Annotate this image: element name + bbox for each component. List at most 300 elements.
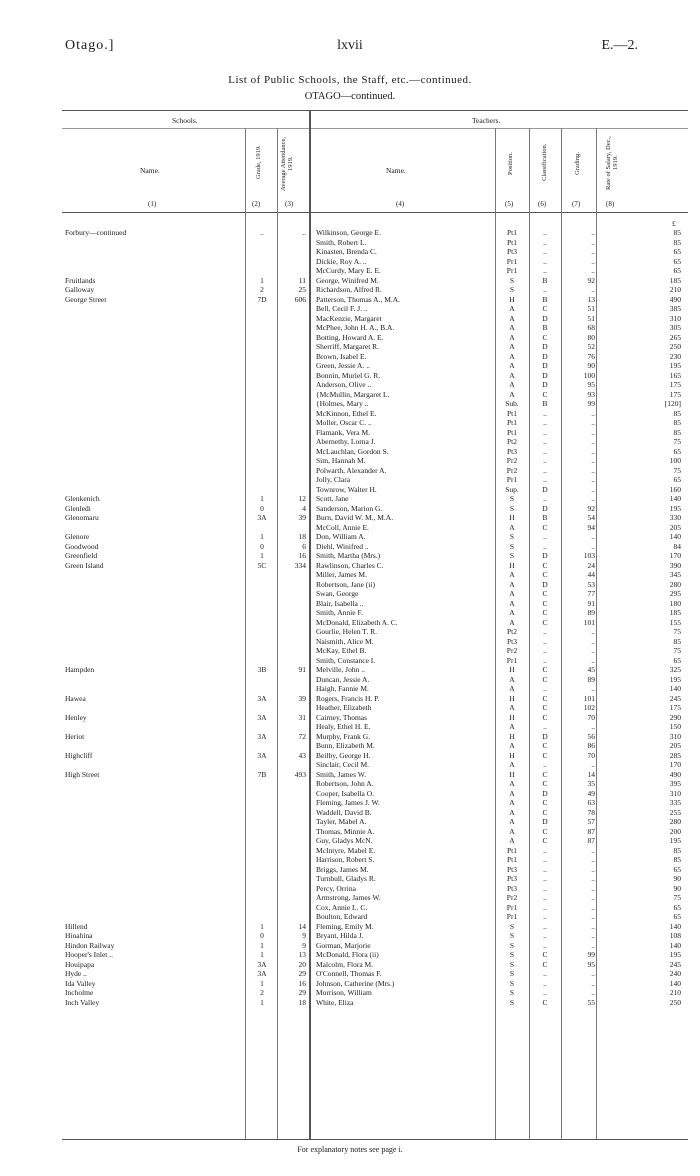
- grade-cell: 1: [260, 921, 264, 931]
- position-cell: A: [509, 570, 515, 579]
- salary-cell: 185: [669, 275, 681, 285]
- attendance-cell: 12: [298, 494, 306, 503]
- salary-cell: 305: [669, 323, 681, 332]
- table-row: [0, 542, 700, 552]
- salary-cell: 195: [669, 674, 681, 684]
- table-row: [0, 390, 700, 400]
- teacher-name-cell: Botting, Howard A. E.: [316, 332, 384, 342]
- position-cell: Pr2: [506, 465, 518, 475]
- table-row: [0, 266, 700, 276]
- position-cell: A: [509, 826, 515, 836]
- table-row: [0, 456, 700, 466]
- salary-cell: 75: [673, 893, 681, 902]
- teacher-name-cell: White, Eliza: [316, 997, 354, 1007]
- table-row: [0, 361, 700, 371]
- school-name-cell: Glenore: [65, 532, 90, 541]
- position-cell: Pt1: [506, 845, 517, 855]
- salary-header: Rate of Salary, Dec., 1919.: [605, 136, 619, 190]
- salary-cell: 155: [669, 617, 681, 627]
- position-cell: A: [509, 361, 515, 370]
- attendance-cell: 334: [294, 560, 306, 570]
- grading-cell: ..: [591, 940, 595, 950]
- position-cell: S: [509, 988, 515, 997]
- grading-cell: 103: [583, 551, 595, 560]
- grading-header: Grading.: [574, 152, 581, 176]
- grade-cell: 3A: [257, 750, 267, 760]
- grading-cell: 35: [587, 779, 595, 788]
- table-row: [0, 732, 700, 742]
- salary-cell: 75: [673, 646, 681, 655]
- salary-cell: 210: [669, 285, 681, 294]
- attendance-cell: 14: [298, 921, 306, 931]
- school-name-cell: Highcliff: [65, 750, 93, 760]
- grade-cell: 0: [260, 931, 264, 940]
- grade-cell: 3A: [257, 969, 267, 978]
- grading-cell: 57: [587, 817, 595, 826]
- classification-cell: ..: [543, 456, 547, 465]
- classification-cell: C: [542, 750, 548, 760]
- teacher-name-cell: Malcolm, Flora M.: [316, 959, 374, 969]
- table-row: [0, 570, 700, 580]
- grading-cell: 76: [587, 351, 595, 361]
- grading-cell: ..: [591, 541, 595, 551]
- classification-cell: C: [542, 560, 548, 570]
- position-header: Position.: [507, 152, 514, 176]
- grading-cell: 51: [587, 313, 595, 323]
- grade-header: Grade, 1919.: [255, 145, 262, 179]
- table-row: [0, 884, 700, 894]
- classification-cell: C: [542, 598, 548, 608]
- position-cell: S: [509, 978, 515, 988]
- grading-cell: 93: [587, 389, 595, 399]
- position-cell: A: [509, 522, 515, 532]
- classification-cell: C: [542, 589, 548, 598]
- classification-cell: ..: [543, 893, 547, 902]
- classification-cell: ..: [543, 722, 547, 731]
- grading-cell: 54: [587, 513, 595, 522]
- attendance-cell: 4: [302, 503, 306, 513]
- salary-cell: 65: [673, 864, 681, 874]
- attendance-cell: 11: [298, 275, 306, 285]
- teacher-name-cell: McPhee, John H. A., B.A.: [316, 323, 395, 332]
- position-cell: H: [509, 712, 515, 722]
- classification-cell: ..: [543, 437, 547, 446]
- teacher-name-cell: Harrison, Robert S.: [316, 855, 375, 864]
- grade-cell: ..: [260, 228, 264, 237]
- position-cell: A: [509, 389, 515, 399]
- teacher-name-cell: Townrow, Walter H.: [316, 484, 377, 494]
- position-cell: Pt1: [506, 418, 517, 427]
- teacher-name-cell: Richardson, Alfred R.: [316, 285, 382, 294]
- grading-cell: 95: [587, 380, 595, 389]
- table-row: [0, 751, 700, 761]
- salary-cell: 285: [669, 750, 681, 760]
- position-cell: Pr2: [506, 456, 518, 465]
- school-name-cell: Houipapa: [65, 959, 95, 969]
- position-cell: S: [509, 997, 515, 1007]
- group-header-rule: [62, 128, 688, 129]
- grading-cell: 91: [587, 598, 595, 608]
- teacher-name-cell: MacKenzie, Margaret: [316, 313, 382, 323]
- grading-cell: 68: [587, 323, 595, 332]
- classification-cell: C: [542, 712, 548, 722]
- position-cell: H: [509, 693, 515, 703]
- classification-cell: C: [542, 769, 548, 779]
- grade-cell: 0: [260, 541, 264, 551]
- grading-cell: ..: [591, 722, 595, 731]
- position-cell: A: [509, 703, 515, 712]
- table-bottom-rule: [62, 1139, 688, 1140]
- table-row: [0, 608, 700, 618]
- teacher-name-cell: Bryant, Hilda J.: [316, 931, 364, 940]
- salary-cell: 85: [673, 418, 681, 427]
- salary-cell: 335: [669, 798, 681, 807]
- salary-cell: 195: [669, 950, 681, 959]
- salary-cell: 85: [673, 845, 681, 855]
- position-cell: A: [509, 798, 515, 807]
- page-subtitle: OTAGO—continued.: [304, 91, 396, 102]
- classification-cell: C: [542, 703, 548, 712]
- grading-cell: ..: [591, 408, 595, 418]
- grading-cell: 92: [587, 275, 595, 285]
- grading-cell: ..: [591, 237, 595, 247]
- classification-cell: D: [542, 503, 548, 513]
- classification-cell: D: [542, 342, 548, 351]
- salary-cell: 140: [669, 684, 681, 693]
- salary-cell: 180: [669, 598, 681, 608]
- school-name-cell: Forbury—continued: [65, 228, 127, 237]
- grading-cell: 51: [587, 304, 595, 313]
- school-name-cell: Fruitlands: [65, 275, 96, 285]
- grading-cell: 87: [587, 836, 595, 845]
- position-cell: A: [509, 722, 515, 731]
- attendance-cell: 16: [298, 551, 306, 560]
- attendance-cell: 29: [298, 969, 306, 978]
- position-cell: Pt1: [506, 237, 517, 247]
- grading-cell: 44: [587, 570, 595, 579]
- attendance-cell: 18: [298, 532, 306, 541]
- attendance-cell: 9: [302, 931, 306, 940]
- classification-cell: ..: [543, 247, 547, 256]
- grade-cell: 1: [260, 275, 264, 285]
- grading-cell: ..: [591, 893, 595, 902]
- grade-cell: 1: [260, 494, 264, 503]
- table-row: [0, 798, 700, 808]
- school-name-cell: Henley: [65, 712, 87, 722]
- grading-cell: 70: [587, 712, 595, 722]
- table-row: [0, 779, 700, 789]
- salary-cell: 310: [669, 788, 681, 798]
- col-number-2: (2): [252, 200, 261, 208]
- grade-cell: 1: [260, 978, 264, 988]
- teacher-name-cell: Smith, James W.: [316, 769, 367, 779]
- grading-cell: ..: [591, 874, 595, 883]
- salary-cell: 150: [669, 722, 681, 731]
- grading-cell: 101: [583, 693, 595, 703]
- teacher-name-cell: Johnson, Catherine (Mrs.): [316, 978, 395, 988]
- teacher-name-cell: Rogers, Francis H. P.: [316, 693, 380, 703]
- position-cell: A: [509, 608, 515, 617]
- grading-cell: 80: [587, 332, 595, 342]
- grading-cell: ..: [591, 266, 595, 275]
- school-name-header: Name.: [140, 166, 160, 175]
- salary-cell: 140: [669, 494, 681, 503]
- teacher-name-cell: Robertson, Jane (ii): [316, 579, 375, 589]
- teacher-name-cell: {McMullin, Margaret L.: [316, 389, 390, 399]
- table-row: [0, 466, 700, 476]
- table-row: [0, 817, 700, 827]
- classification-cell: D: [542, 731, 548, 741]
- col-number-4: (4): [396, 200, 405, 208]
- grading-cell: ..: [591, 627, 595, 636]
- classification-cell: ..: [543, 627, 547, 636]
- grade-cell: 2: [260, 988, 264, 997]
- classification-cell: C: [542, 959, 548, 969]
- attendance-cell: 9: [302, 940, 306, 950]
- classification-cell: ..: [543, 418, 547, 427]
- table-row: [0, 589, 700, 599]
- teacher-name-cell: Dickie, Roy A. ..: [316, 256, 367, 266]
- classification-cell: ..: [543, 940, 547, 950]
- teacher-name-cell: Waddell, David B.: [316, 807, 372, 817]
- classification-cell: C: [542, 836, 548, 845]
- table-row: [0, 323, 700, 333]
- teacher-name-cell: Sinclair, Cecil M.: [316, 760, 370, 769]
- position-cell: H: [509, 769, 515, 779]
- grade-cell: 1: [260, 551, 264, 560]
- table-row: [0, 561, 700, 571]
- classification-cell: D: [542, 380, 548, 389]
- teacher-name-cell: McDonald, Flora (ii): [316, 950, 379, 959]
- classification-header: Classification.: [541, 143, 548, 181]
- grade-cell: 2: [260, 285, 264, 294]
- position-cell: A: [509, 304, 515, 313]
- grading-cell: 24: [587, 560, 595, 570]
- position-cell: S: [509, 921, 515, 931]
- teacher-name-cell: Abernethy, Lorna J.: [316, 437, 376, 446]
- teacher-name-cell: O'Connell, Thomas F.: [316, 969, 382, 978]
- classification-cell: D: [542, 551, 548, 560]
- col-number-8: (8): [606, 200, 615, 208]
- table-row: [0, 941, 700, 951]
- position-cell: Pt2: [506, 627, 517, 636]
- page-number: lxvii: [337, 38, 363, 53]
- grade-cell: 5C: [257, 560, 267, 570]
- teacher-name-cell: Bell, Cecil F. J. ..: [316, 304, 368, 313]
- attendance-cell: 29: [298, 988, 306, 997]
- table-row: [0, 903, 700, 913]
- grading-cell: ..: [591, 494, 595, 503]
- position-cell: A: [509, 332, 515, 342]
- attendance-cell: 91: [298, 665, 306, 674]
- table-row: [0, 703, 700, 713]
- table-row: [0, 285, 700, 295]
- position-cell: A: [509, 380, 515, 389]
- classification-cell: ..: [543, 921, 547, 931]
- salary-cell: 140: [669, 921, 681, 931]
- attendance-cell: ..: [302, 228, 306, 237]
- table-row: [0, 475, 700, 485]
- position-cell: A: [509, 579, 515, 589]
- classification-cell: C: [542, 665, 548, 674]
- salary-cell: 310: [669, 731, 681, 741]
- teacher-name-cell: Sim, Hannah M.: [316, 456, 366, 465]
- grading-cell: 101: [583, 617, 595, 627]
- position-cell: Pt3: [506, 636, 517, 646]
- teacher-name-cell: Guy, Gladys McN.: [316, 836, 373, 845]
- position-cell: A: [509, 313, 515, 323]
- salary-cell: 65: [673, 655, 681, 665]
- table-row: [0, 912, 700, 922]
- table-row: [0, 960, 700, 970]
- grading-cell: ..: [591, 456, 595, 465]
- classification-cell: B: [542, 294, 548, 304]
- classification-cell: C: [542, 779, 548, 788]
- position-cell: S: [509, 959, 515, 969]
- teacher-name-cell: Moller, Oscar C. ..: [316, 418, 372, 427]
- salary-cell: 85: [673, 855, 681, 864]
- classification-cell: ..: [543, 883, 547, 893]
- grading-cell: ..: [591, 418, 595, 427]
- classification-cell: ..: [543, 655, 547, 665]
- classification-cell: C: [542, 674, 548, 684]
- grade-cell: 1: [260, 950, 264, 959]
- teacher-name-cell: Smith, Martha (Mrs.): [316, 551, 381, 560]
- classification-cell: B: [542, 513, 548, 522]
- grading-cell: ..: [591, 655, 595, 665]
- grade-cell: 3A: [257, 731, 267, 741]
- school-name-cell: Hawea: [65, 693, 86, 703]
- classification-cell: D: [542, 313, 548, 323]
- teacher-name-cell: McDonald, Elizabeth A. C.: [316, 617, 398, 627]
- position-cell: Pt1: [506, 408, 517, 418]
- teacher-name-cell: Swan, George: [316, 589, 359, 598]
- position-cell: A: [509, 674, 515, 684]
- position-cell: Pr1: [506, 902, 518, 912]
- classification-cell: C: [542, 608, 548, 617]
- school-name-cell: Hampden: [65, 665, 95, 674]
- classification-cell: C: [542, 807, 548, 817]
- table-row: [0, 808, 700, 818]
- salary-cell: 84: [673, 541, 681, 551]
- classification-cell: D: [542, 788, 548, 798]
- attendance-cell: 606: [294, 294, 306, 304]
- salary-cell: 140: [669, 940, 681, 950]
- position-cell: Pr1: [506, 655, 518, 665]
- salary-cell: [120]: [664, 399, 681, 408]
- table-row: [0, 333, 700, 343]
- classification-cell: ..: [543, 475, 547, 484]
- col-number-1: (1): [148, 200, 157, 208]
- position-cell: S: [509, 950, 515, 959]
- schools-group-header: Schools.: [172, 116, 198, 125]
- grading-cell: 89: [587, 608, 595, 617]
- grading-cell: 55: [587, 997, 595, 1007]
- salary-cell: 210: [669, 988, 681, 997]
- attendance-cell: 72: [298, 731, 306, 741]
- teacher-name-cell: George, Winifred M.: [316, 275, 379, 285]
- classification-cell: ..: [543, 902, 547, 912]
- grading-cell: ..: [591, 931, 595, 940]
- salary-cell: 90: [673, 883, 681, 893]
- position-cell: S: [509, 532, 515, 541]
- grading-cell: 90: [587, 361, 595, 370]
- teacher-name-cell: McKay, Ethel B.: [316, 646, 367, 655]
- table-row: [0, 789, 700, 799]
- grading-cell: 77: [587, 589, 595, 598]
- salary-cell: 280: [669, 817, 681, 826]
- attendance-cell: 20: [298, 959, 306, 969]
- grading-cell: ..: [591, 855, 595, 864]
- position-cell: Pt1: [506, 228, 517, 237]
- table-row: [0, 580, 700, 590]
- attendance-cell: 39: [298, 693, 306, 703]
- grade-cell: 1: [260, 940, 264, 950]
- teacher-name-cell: McColl, Annie E.: [316, 522, 369, 532]
- table-row: [0, 770, 700, 780]
- attendance-header: Average Attendance, 1919.: [280, 136, 294, 192]
- teacher-name-cell: Sherriff, Margaret R.: [316, 342, 380, 351]
- grading-cell: 52: [587, 342, 595, 351]
- teacher-name-cell: McIntyre, Mabel E.: [316, 845, 376, 855]
- position-cell: A: [509, 342, 515, 351]
- teacher-name-cell: Rawlinson, Charles C.: [316, 560, 384, 570]
- teacher-name-cell: Anderson, Olive ..: [316, 380, 372, 389]
- teacher-name-cell: Turnbull, Gladys R.: [316, 874, 376, 883]
- table-row: [0, 304, 700, 314]
- salary-cell: 385: [669, 304, 681, 313]
- grading-cell: 13: [587, 294, 595, 304]
- teacher-name-cell: McCurdy, Mary E. E.: [316, 266, 381, 275]
- teacher-name-cell: Smith, Robert L.: [316, 237, 367, 247]
- grading-cell: ..: [591, 684, 595, 693]
- grading-cell: ..: [591, 912, 595, 921]
- salary-cell: 200: [669, 826, 681, 836]
- classification-cell: C: [542, 304, 548, 313]
- teacher-name-cell: Polwarth, Alexander A.: [316, 465, 387, 475]
- classification-cell: ..: [543, 760, 547, 769]
- classification-cell: C: [542, 997, 548, 1007]
- table-row: [0, 675, 700, 685]
- salary-cell: 100: [669, 456, 681, 465]
- teacher-name-cell: Miller, James M.: [316, 570, 367, 579]
- salary-cell: 85: [673, 427, 681, 437]
- classification-cell: ..: [543, 636, 547, 646]
- grading-cell: 95: [587, 959, 595, 969]
- table-row: [0, 618, 700, 628]
- teacher-name-cell: Bunn, Elizabeth M.: [316, 741, 375, 750]
- classification-cell: ..: [543, 237, 547, 247]
- school-name-cell: Glenomaru: [65, 513, 99, 522]
- grade-cell: 1: [260, 532, 264, 541]
- position-cell: H: [509, 750, 515, 760]
- grading-cell: ..: [591, 988, 595, 997]
- classification-cell: ..: [543, 845, 547, 855]
- salary-cell: 65: [673, 912, 681, 921]
- grading-cell: ..: [591, 883, 595, 893]
- salary-cell: 250: [669, 997, 681, 1007]
- table-row: [0, 371, 700, 381]
- teacher-name-cell: Sanderson, Marion G.: [316, 503, 383, 513]
- position-cell: A: [509, 684, 515, 693]
- salary-cell: 90: [673, 874, 681, 883]
- position-cell: Pt3: [506, 883, 517, 893]
- position-cell: Sub.: [505, 399, 519, 408]
- attendance-cell: 25: [298, 285, 306, 294]
- grading-cell: ..: [591, 646, 595, 655]
- position-cell: H: [509, 294, 515, 304]
- classification-cell: C: [542, 826, 548, 836]
